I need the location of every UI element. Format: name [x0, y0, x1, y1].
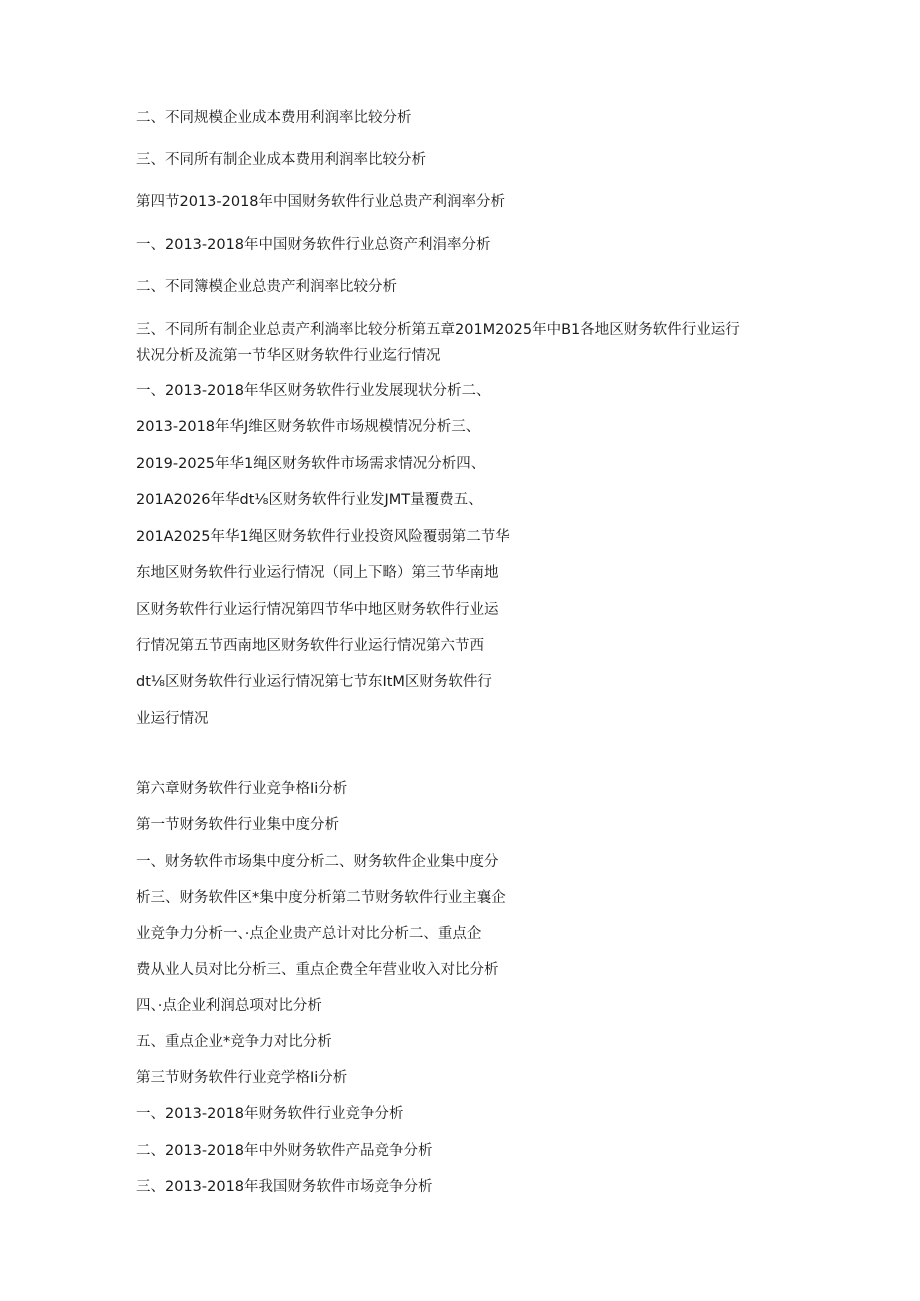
- toc-line: 二、不同簿模企业总贵产利润率比较分析: [136, 279, 397, 295]
- toc-line: 状况分析及流第一节华区财务软件行业迄行情况: [136, 348, 441, 364]
- toc-line: 业竞争力分析一、·点企业贵产总计对比分析二、重点企: [136, 926, 482, 942]
- toc-line: 五、重点企业*竞争力对比分析: [136, 1034, 332, 1050]
- toc-line: 三、2013-2018年我国财务软件市场竞争分析: [136, 1179, 433, 1195]
- toc-line: 一、财务软件市场集中度分析二、财务软件企业集中度分: [136, 854, 499, 870]
- toc-line: 第四节2013-2018年中国财务软件行业总贵产利润率分析: [136, 194, 506, 210]
- toc-line: 201A2025年华1绳区财务软件行业投资风险覆弱第二节华: [136, 529, 510, 545]
- toc-line: 费从业人员对比分析三、重点企费全年营业收入对比分析: [136, 962, 499, 978]
- toc-line: 三、不同所有制企业成本费用利润率比较分析: [136, 152, 426, 168]
- toc-line: 一、2013-2018年财务软件行业竞争分析: [136, 1106, 404, 1122]
- toc-line: 一、2013-2018年中国财务软件行业总资产利涓率分析: [136, 237, 491, 253]
- toc-line: 东地区财务软件行业运行情况（同上下略）第三节华南地: [136, 565, 499, 581]
- chapter-heading: 第六章财务软件行业竞争格Ii分析: [136, 781, 348, 797]
- toc-line: 业运行情况: [136, 711, 209, 727]
- toc-line: 二、不同规模企业成本费用利润率比较分析: [136, 110, 412, 126]
- toc-line: 析三、财务软件区*集中度分析第二节财务软件行业主襄企: [136, 890, 506, 906]
- toc-line: 区财务软件行业运行情况第四节华中地区财务软件行业运: [136, 602, 499, 618]
- toc-line: 二、2013-2018年中外财务软件产品竞争分析: [136, 1143, 433, 1159]
- toc-line: 一、2013-2018年华区财务软件行业发展现状分析二、: [136, 383, 491, 399]
- toc-line: 201A2026年华dt⅛区财务软件行业发JMT量覆费五、: [136, 492, 483, 508]
- toc-line: 行情况第五节西南地区财务软件行业运行情况第六节西: [136, 638, 484, 654]
- section-heading: 第三节财务软件行业竞学格Ii分析: [136, 1070, 348, 1086]
- section-heading: 第一节财务软件行业集中度分析: [136, 817, 339, 833]
- toc-line: dt⅛区财务软件行业运行情况第七节东ItM区财务软件行: [136, 674, 492, 690]
- toc-line: 四、·点企业利润总项对比分析: [136, 998, 322, 1014]
- toc-line: 2019-2025年华1绳区财务软件市场需求情况分析四、: [136, 456, 486, 472]
- toc-line: 三、不同所有制企业总责产利淌率比较分析第五章201M2025年中B1各地区财务软件行业运行: [136, 322, 740, 338]
- toc-line: 2013-2018年华J维区财务软件市场规模情况分析三、: [136, 419, 481, 435]
